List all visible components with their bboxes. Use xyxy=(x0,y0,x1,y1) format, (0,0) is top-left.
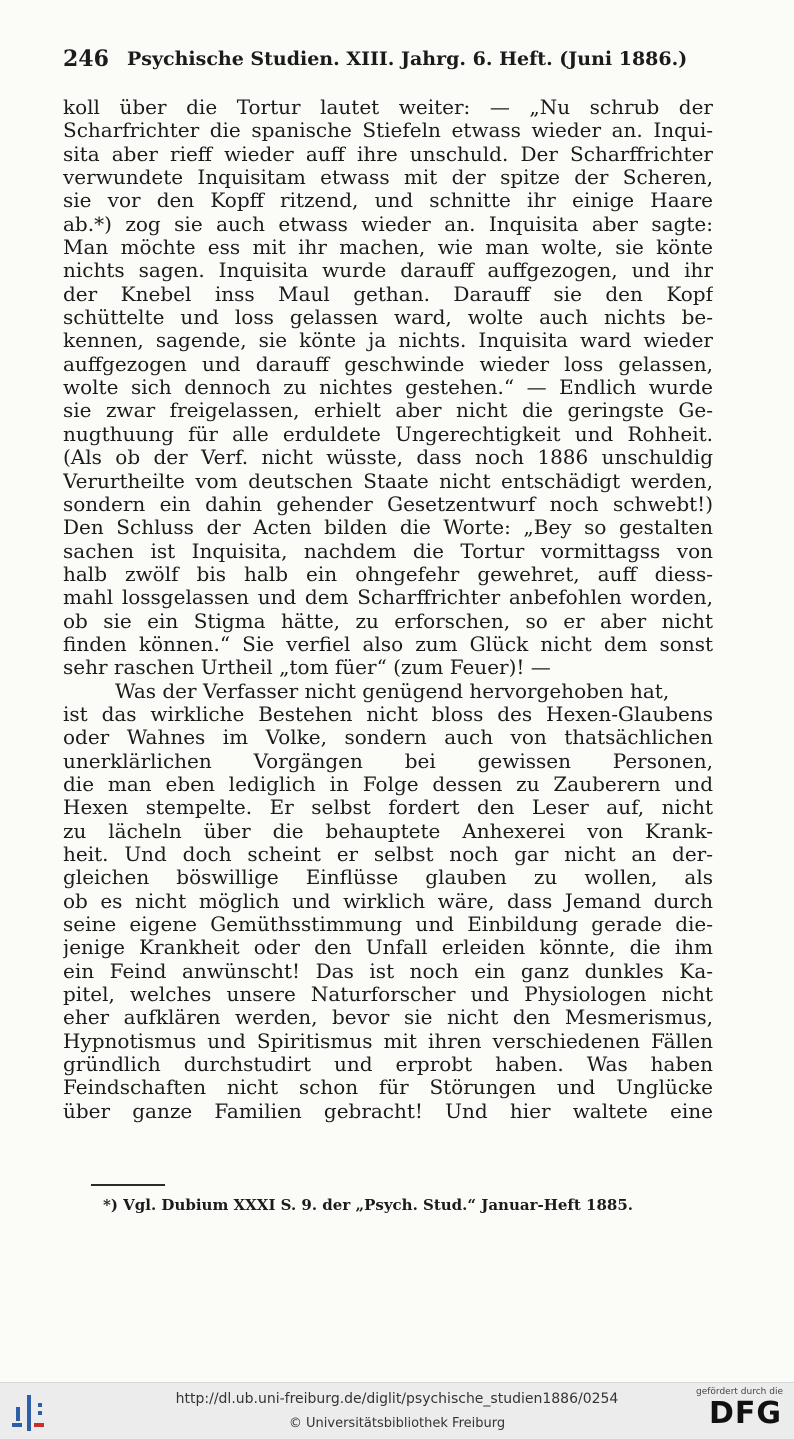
text-line: sachen ist Inquisita, nachdem die Tortur vormittagss von xyxy=(63,539,713,563)
text-line: gleichen böswillige Einflüsse glauben zu wollen, als xyxy=(63,866,713,890)
funder-caption: gefördert durch die xyxy=(696,1387,783,1397)
text-line: auffgezogen und darauff geschwinde wieder loss gelassen, xyxy=(63,352,713,376)
text-line: nichts sagen. Inquisita wurde darauff auffgezogen, und ihr xyxy=(63,259,713,283)
text-line: verwundete Inquisitam etwass mit der spitze der Scheren, xyxy=(63,166,713,190)
text-line: koll über die Tortur lautet weiter: — „Nu schrub der xyxy=(63,96,713,119)
text-line: mahl lossgelassen und dem Scharffrichter anbefohlen worden, xyxy=(63,586,713,610)
text-line: Hypnotismus und Spiritismus mit ihren verschiedenen Fällen xyxy=(63,1029,713,1053)
text-line: Den Schluss der Acten bilden die Worte: „Bey so gestalten xyxy=(63,516,713,540)
text-line: eher aufklären werden, bevor sie nicht den Mesmerismus, xyxy=(63,1006,713,1030)
text-line: wolte sich dennoch zu nichtes gestehen.“ — Endlich wurde xyxy=(63,376,713,400)
text-line: ab.*) zog sie auch etwass wieder an. Inquisita aber sagte: xyxy=(63,212,713,236)
text-line: Scharfrichter die spanische Stiefeln etwass wieder an. Inqui- xyxy=(63,119,713,143)
text-line: sie zwar freigelassen, erhielt aber nicht die geringste Ge- xyxy=(63,399,713,423)
footnote: *) Vgl. Dubium XXXI S. 9. der „Psych. Stud.“ Januar-Heft 1885. xyxy=(103,1196,634,1214)
text-line: finden können.“ Sie verfiel also zum Glück nicht dem sonst xyxy=(63,632,713,656)
body-text xyxy=(63,96,713,1123)
text-line: zu lächeln über die behauptete Anhexerei von Krank- xyxy=(63,819,713,843)
running-title: Psychische Studien. XIII. Jahrg. 6. Heft. (Juni 1886.) xyxy=(127,48,688,70)
text-line: kennen, sagende, sie könte ja nichts. Inquisita ward wieder xyxy=(63,329,713,353)
text-line: sita aber rieff wieder auff ihre unschuld. Der Scharffrichter xyxy=(63,142,713,166)
text-line: jenige Krankheit oder den Unfall erleiden könnte, die ihm xyxy=(63,936,713,960)
viewer-footer xyxy=(0,1382,794,1439)
dfg-logo xyxy=(696,1387,782,1435)
text-line: gründlich durchstudirt und erprobt haben. Was haben xyxy=(63,1053,713,1077)
text-line: über ganze Familien gebracht! Und hier waltete eine xyxy=(63,1099,713,1123)
text-line: die man eben lediglich in Folge dessen zu Zauberern und xyxy=(63,772,713,796)
text-line: sehr raschen Urtheil „tom füer“ (zum Feuer)! — xyxy=(63,656,551,680)
text-line: Was der Verfasser nicht genügend hervorgehoben hat, xyxy=(115,679,670,703)
text-line: (Als ob der Verf. nicht wüsste, dass noch 1886 unschuldig xyxy=(63,446,713,470)
text-line: unerklärlichen Vorgängen bei gewissen Personen, xyxy=(63,749,713,773)
text-line: sie vor den Kopff ritzend, und schnitte ihr einige Haare xyxy=(63,189,713,213)
footnote-rule xyxy=(91,1184,165,1186)
text-line: Feindschaften nicht schon für Störungen und Unglücke xyxy=(63,1076,713,1100)
text-line: pitel, welches unsere Naturforscher und Physiologen nicht xyxy=(63,983,713,1007)
text-line: Hexen stempelte. Er selbst fordert den Leser auf, nicht xyxy=(63,796,713,820)
copyright-notice: © Universitätsbibliothek Freiburg xyxy=(288,1416,506,1431)
text-line: Man möchte ess mit ihr machen, wie man wolte, sie könte xyxy=(63,236,713,260)
text-line: der Knebel inss Maul gethan. Darauff sie den Kopf xyxy=(63,282,713,306)
text-line: sondern ein dahin gehender Gesetzentwurf noch schwebt!) xyxy=(63,492,713,516)
text-line: heit. Und doch scheint er selbst noch gar nicht an der- xyxy=(63,843,713,866)
text-line: schüttelte und loss gelassen ward, wolte auch nichts be- xyxy=(63,306,713,330)
text-line: ist das wirkliche Bestehen nicht bloss des Hexen-Glaubens xyxy=(63,702,713,726)
text-line: halb zwölf bis halb ein ohngefehr gewehret, auff diess- xyxy=(63,562,713,586)
page-header xyxy=(63,46,713,76)
text-line: ob es nicht möglich und wirklich wäre, dass Jemand durch xyxy=(63,889,713,913)
text-line: nugthuung für alle erduldete Ungerechtigkeit und Rohheit. xyxy=(63,422,713,446)
text-line: oder Wahnes im Volke, sondern auch von thatsächlichen xyxy=(63,726,713,750)
page-number: 246 xyxy=(63,46,109,72)
text-line: ob sie ein Stigma hätte, zu erforschen, so er aber nicht xyxy=(63,609,713,633)
source-url-link[interactable]: http://dl.ub.uni-freiburg.de/diglit/psychische_studien1886/0254 xyxy=(175,1391,619,1407)
text-line: seine eigene Gemüthsstimmung und Einbildung gerade die- xyxy=(63,913,713,937)
dfg-mark: DFG xyxy=(708,1396,782,1431)
text-line: Verurtheilte vom deutschen Staate nicht entschädigt werden, xyxy=(63,469,713,493)
text-line: ein Feind anwünscht! Das ist noch ein ganz dunkles Ka- xyxy=(63,959,713,983)
